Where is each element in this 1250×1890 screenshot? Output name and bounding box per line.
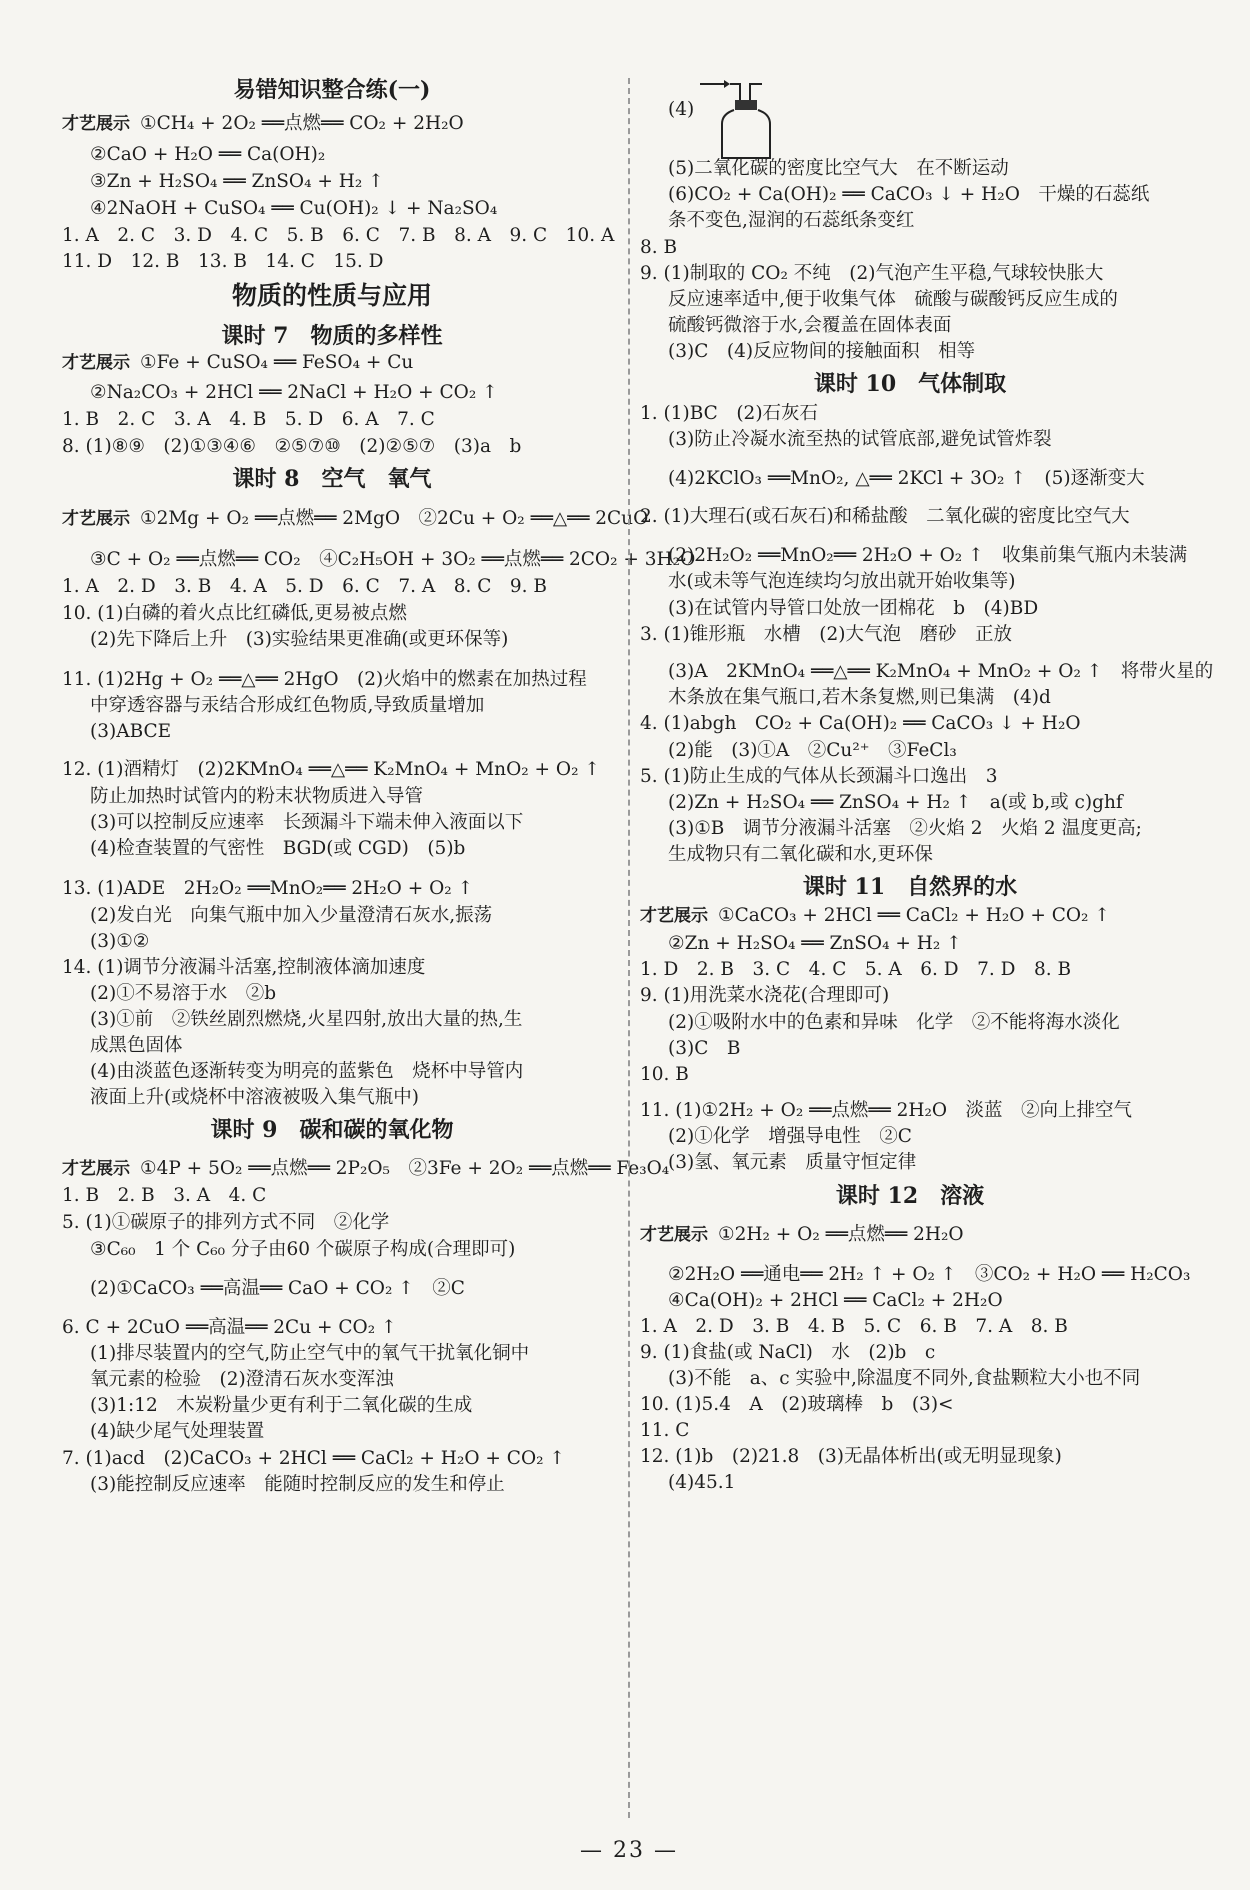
answer-text: 成黑色固体 [90, 1035, 183, 1056]
answer-line [668, 314, 1248, 338]
answer-text: 反应速率适中,便于收集气体 硫酸与碳酸钙反应生成的 [668, 289, 1118, 310]
answer-line [640, 1063, 1220, 1087]
answer-line [62, 112, 642, 136]
answer-text: 课时 11 自然界的水 [802, 874, 1018, 900]
answer-line [90, 1277, 670, 1301]
answer-line [668, 183, 1248, 207]
answer-text: 7. (1)acd (2)CaCO₃ + 2HCl ══ CaCl₂ + H₂O + CO₂ ↑ [62, 1448, 565, 1469]
section-heading [640, 1182, 1180, 1210]
page-number: — 23 — [580, 1838, 678, 1863]
answer-text: 11. D 12. B 13. B 14. C 15. D [62, 251, 384, 272]
answer-text: (2)①吸附水中的色素和异味 化学 ②不能将海水淡化 [668, 1012, 1120, 1033]
answer-line [62, 1447, 642, 1471]
answer-text: 液面上升(或烧杯中溶液被吸入集气瓶中) [90, 1087, 419, 1108]
answer-line [668, 340, 1248, 364]
answer-line [640, 765, 1220, 789]
answer-text: 8. B [640, 237, 678, 258]
answer-text: 硫酸钙微溶于水,会覆盖在固体表面 [668, 315, 952, 336]
answer-line [90, 381, 670, 405]
answer-text: 1. A 2. D 3. B 4. B 5. C 6. B 7. A 8. B [640, 1316, 1068, 1337]
answer-line [668, 209, 1248, 233]
answer-text: 中穿透容器与汞结合形成红色物质,导致质量增加 [90, 695, 485, 716]
answer-line [668, 570, 1248, 594]
answer-line [90, 170, 670, 194]
answer-text: 课时 12 溶液 [835, 1183, 985, 1209]
answer-line [90, 694, 670, 718]
section-heading [62, 1116, 602, 1144]
answer-text: 6. C + 2CuO ══高温══ 2Cu + CO₂ ↑ [62, 1317, 397, 1338]
column-divider [628, 78, 630, 1818]
answer-line [640, 1419, 1220, 1443]
answer-line [90, 1034, 670, 1058]
answer-text: 4. (1)abgh CO₂ + Ca(OH)₂ ══ CaCO₃ ↓ + H₂O [640, 713, 1081, 734]
answer-line [668, 843, 1248, 867]
answer-text: 课时 9 碳和碳的氧化物 [210, 1117, 454, 1143]
answer-text: ①CH₄ + 2O₂ ══点燃══ CO₂ + 2H₂O [140, 113, 464, 134]
section-tag: 才艺展示 [640, 1225, 708, 1245]
answer-line [90, 628, 670, 652]
answer-line [640, 236, 1220, 260]
answer-line [668, 1263, 1248, 1287]
answer-text: ①2H₂ + O₂ ══点燃══ 2H₂O [718, 1224, 964, 1245]
answer-text: 1. A 2. D 3. B 4. A 5. D 6. C 7. A 8. C 9. B [62, 576, 548, 597]
answer-line [668, 1125, 1248, 1149]
answer-line [640, 1315, 1220, 1339]
section-tag: 才艺展示 [62, 509, 130, 529]
section-tag: 才艺展示 [62, 114, 130, 134]
answer-text: 氧元素的检验 (2)澄清石灰水变浑浊 [90, 1369, 394, 1390]
answer-text: 11. C [640, 1420, 690, 1441]
answer-line [90, 1394, 670, 1418]
answer-text: (4)缺少尾气处理装置 [90, 1421, 265, 1442]
answer-line [668, 660, 1248, 684]
answer-line [90, 811, 670, 835]
answer-text: (6)CO₂ + Ca(OH)₂ ══ CaCO₃ ↓ + H₂O 干燥的石蕊纸 [668, 184, 1150, 205]
answer-text: 10. B [640, 1064, 689, 1085]
answer-text: 课时 10 气体制取 [813, 371, 1007, 397]
answer-text: (2)Zn + H₂SO₄ ══ ZnSO₄ + H₂ ↑ a(或 b,或 c)ghf [668, 792, 1123, 813]
answer-text: (3)不能 a、c 实验中,除温度不同外,食盐颗粒大小也不同 [668, 1368, 1141, 1389]
answer-text: (4)2KClO₃ ══MnO₂, △══ 2KCl + 3O₂ ↑ (5)逐渐变大 [668, 468, 1145, 489]
section-heading [640, 370, 1180, 398]
answer-text: (3)①前 ②铁丝剧烈燃烧,火星四射,放出大量的热,生 [90, 1009, 523, 1030]
answer-line [668, 817, 1248, 841]
answer-line [640, 1099, 1220, 1123]
answer-line [62, 1211, 642, 1235]
answer-text: (3)氢、氧元素 质量守恒定律 [668, 1152, 917, 1173]
answer-text: (1)排尽装置内的空气,防止空气中的氧气干扰氧化铜中 [90, 1343, 530, 1364]
answer-text: 10. (1)白磷的着火点比红磷低,更易被点燃 [62, 603, 407, 624]
answer-line [90, 1238, 670, 1262]
answer-text: 条不变色,湿润的石蕊纸条变红 [668, 210, 915, 231]
section-tag: 才艺展示 [640, 906, 708, 926]
answer-line [62, 224, 642, 248]
answer-line [668, 1471, 1248, 1495]
answer-text: (2)①CaCO₃ ══高温══ CaO + CO₂ ↑ ②C [90, 1278, 465, 1299]
answer-text: (3)可以控制反应速率 长颈漏斗下端未伸入液面以下 [90, 812, 524, 833]
answer-line [90, 197, 670, 221]
answer-text: ①2Mg + O₂ ══点燃══ 2MgO ②2Cu + O₂ ══△══ 2CuO [140, 508, 649, 529]
answer-text: 课时 8 空气 氧气 [232, 466, 432, 492]
answer-text: 5. (1)防止生成的气体从长颈漏斗口逸出 3 [640, 766, 998, 787]
answer-text: 9. (1)食盐(或 NaCl) 水 (2)b c [640, 1342, 936, 1363]
answer-line [62, 602, 642, 626]
answer-text: 1. B 2. B 3. A 4. C [62, 1185, 267, 1206]
answer-line [62, 758, 642, 782]
answer-line [90, 1086, 670, 1110]
answer-text: ①Fe + CuSO₄ ══ FeSO₄ + Cu [140, 352, 414, 373]
answer-text: ②CaO + H₂O ══ Ca(OH)₂ [90, 144, 326, 165]
answer-text: (3)防止冷凝水流至热的试管底部,避免试管炸裂 [668, 429, 1052, 450]
answer-text: (3)能控制反应速率 能随时控制反应的发生和停止 [90, 1474, 505, 1495]
answer-line [668, 932, 1248, 956]
answer-line [62, 1184, 642, 1208]
answer-text: 1. (1)BC (2)石灰石 [640, 403, 819, 424]
answer-line [90, 982, 670, 1006]
answer-text: (3)1:12 木炭粉量少更有利于二氧化碳的生成 [90, 1395, 473, 1416]
answer-text: 10. (1)5.4 A (2)玻璃棒 b (3)< [640, 1394, 954, 1415]
answer-line [62, 408, 642, 432]
answer-text: 1. B 2. C 3. A 4. B 5. D 6. A 7. C [62, 409, 435, 430]
answer-text: (5)二氧化碳的密度比空气大 在不断运动 [668, 158, 1009, 179]
answer-text: ①CaCO₃ + 2HCl ══ CaCl₂ + H₂O + CO₂ ↑ [718, 905, 1110, 926]
answer-text: ②Na₂CO₃ + 2HCl ══ 2NaCl + H₂O + CO₂ ↑ [90, 382, 498, 403]
answer-text: 2. (1)大理石(或石灰石)和稀盐酸 二氧化碳的密度比空气大 [640, 506, 1130, 527]
section-heading [62, 282, 602, 310]
gas-bottle-icon [700, 80, 790, 162]
section-tag: 才艺展示 [62, 353, 130, 373]
answer-text: (2)能 (3)①A ②Cu²⁺ ③FeCl₃ [668, 740, 957, 761]
answer-line [90, 548, 696, 572]
answer-text: 12. (1)酒精灯 (2)2KMnO₄ ══△══ K₂MnO₄ + MnO₂ + O₂ ↑ [62, 759, 600, 780]
answer-line [640, 262, 1220, 286]
answer-line [90, 837, 670, 861]
answer-line [668, 739, 1248, 763]
answer-text: (3)在试管内导管口处放一团棉花 b (4)BD [668, 598, 1039, 619]
answer-line [668, 1151, 1248, 1175]
answer-text: 水(或未等气泡连续均匀放出就开始收集等) [668, 571, 1016, 592]
answer-line [668, 597, 1248, 621]
answer-text: (3)①② [90, 931, 150, 952]
answer-line [668, 1011, 1248, 1035]
answer-line [668, 686, 1248, 710]
answer-line [62, 956, 642, 980]
answer-line [640, 958, 1220, 982]
answer-line [640, 1445, 1220, 1469]
answer-text: 课时 7 物质的多样性 [221, 323, 443, 349]
answer-text: ④2NaOH + CuSO₄ ══ Cu(OH)₂ ↓ + Na₂SO₄ [90, 198, 498, 219]
answer-text: 8. (1)⑧⑨ (2)①③④⑥ ②⑤⑦⑩ (2)②⑤⑦ (3)a b [62, 436, 522, 457]
answer-text: 3. (1)锥形瓶 水槽 (2)大气泡 磨砂 正放 [640, 624, 1012, 645]
answer-text: (2)①化学 增强导电性 ②C [668, 1126, 912, 1147]
answer-text: 1. D 2. B 3. C 4. C 5. A 6. D 7. D 8. B [640, 959, 1072, 980]
answer-line [640, 1223, 1220, 1247]
answer-text: 11. (1)2Hg + O₂ ══△══ 2HgO (2)火焰中的燃素在加热过程 [62, 669, 587, 690]
answer-line [640, 712, 1220, 736]
answer-line [640, 623, 1220, 647]
answer-line [62, 668, 642, 692]
answer-line [90, 1368, 670, 1392]
section-tag: 才艺展示 [62, 1159, 130, 1179]
answer-text: (4)检查装置的气密性 BGD(或 CGD) (5)b [90, 838, 466, 859]
section-heading [62, 76, 602, 104]
answer-text: 防止加热时试管内的粉末状物质进入导管 [90, 786, 424, 807]
answer-text: ②2H₂O ══通电══ 2H₂ ↑ + O₂ ↑ ③CO₂ + H₂O ══ H₂CO₃ [668, 1264, 1191, 1285]
answer-text: 5. (1)①碳原子的排列方式不同 ②化学 [62, 1212, 390, 1233]
answer-text: ③C₆₀ 1 个 C₆₀ 分子由60 个碳原子构成(合理即可) [90, 1239, 516, 1260]
answer-text: ④Ca(OH)₂ + 2HCl ══ CaCl₂ + 2H₂O [668, 1290, 1003, 1311]
answer-line [62, 1157, 670, 1181]
answer-text: (2)先下降后上升 (3)实验结果更准确(或更环保等) [90, 629, 509, 650]
answer-text: 物质的性质与应用 [231, 281, 432, 310]
answer-text: 1. A 2. C 3. D 4. C 5. B 6. C 7. B 8. A 9. C 10. A [62, 225, 615, 246]
answer-text: (2)2H₂O₂ ══MnO₂══ 2H₂O + O₂ ↑ 收集前集气瓶内未装满 [668, 545, 1188, 566]
answer-text: (3)A 2KMnO₄ ══△══ K₂MnO₄ + MnO₂ + O₂ ↑ 将带火星的 [668, 661, 1214, 682]
answer-text: ①4P + 5O₂ ══点燃══ 2P₂O₅ ②3Fe + 2O₂ ══点燃══ Fe₃O₄ [140, 1158, 670, 1179]
answer-line [640, 984, 1220, 1008]
answer-line [668, 1289, 1248, 1313]
section-heading [640, 873, 1180, 901]
answer-line [90, 720, 670, 744]
answer-text: (3)①B 调节分液漏斗活塞 ②火焰 2 火焰 2 温度更高; [668, 818, 1142, 839]
answer-line [668, 1037, 1248, 1061]
answer-line [640, 1341, 1220, 1365]
answer-line [90, 1060, 670, 1084]
answer-text: (4) [668, 99, 695, 120]
answer-line [62, 877, 642, 901]
answer-line [90, 1342, 670, 1366]
answer-line [90, 143, 670, 167]
answer-text: (4)45.1 [668, 1472, 736, 1493]
answer-text: 9. (1)制取的 CO₂ 不纯 (2)气泡产生平稳,气球较快胀大 [640, 263, 1104, 284]
answer-line [640, 904, 1220, 928]
answer-text: 11. (1)①2H₂ + O₂ ══点燃══ 2H₂O 淡蓝 ②向上排空气 [640, 1100, 1133, 1121]
section-heading [62, 322, 602, 350]
answer-line [668, 791, 1248, 815]
answer-text: (3)C B [668, 1038, 741, 1059]
answer-text: 木条放在集气瓶口,若木条复燃,则已集满 (4)d [668, 687, 1051, 708]
answer-line [668, 1367, 1248, 1391]
answer-line [640, 1393, 1220, 1417]
answer-text: 9. (1)用洗菜水浇花(合理即可) [640, 985, 890, 1006]
answer-line [62, 250, 642, 274]
answer-text: ②Zn + H₂SO₄ ══ ZnSO₄ + H₂ ↑ [668, 933, 962, 954]
answer-line [90, 904, 670, 928]
answer-line [90, 785, 670, 809]
answer-text: ③C + O₂ ══点燃══ CO₂ ④C₂H₅OH + 3O₂ ══点燃══ 2CO₂ + 3H₂O [90, 549, 696, 570]
answer-text: 14. (1)调节分液漏斗活塞,控制液体滴加速度 [62, 957, 426, 978]
answer-line [62, 1316, 642, 1340]
section-heading [62, 465, 602, 493]
answer-line [62, 507, 649, 531]
answer-text: 13. (1)ADE 2H₂O₂ ══MnO₂══ 2H₂O + O₂ ↑ [62, 878, 474, 899]
answer-line [640, 505, 1220, 529]
answer-text: ③Zn + H₂SO₄ ══ ZnSO₄ + H₂ ↑ [90, 171, 384, 192]
answer-line [90, 1473, 670, 1497]
answer-text: (4)由淡蓝色逐渐转变为明亮的蓝紫色 烧杯中导管内 [90, 1061, 524, 1082]
answer-text: 12. (1)b (2)21.8 (3)无晶体析出(或无明显现象) [640, 1446, 1062, 1467]
answer-line [90, 1008, 670, 1032]
answer-line [668, 428, 1248, 452]
answer-text: (3)C (4)反应物间的接触面积 相等 [668, 341, 976, 362]
answer-text: (2)发白光 向集气瓶中加入少量澄清石灰水,振荡 [90, 905, 493, 926]
answer-line [640, 402, 1220, 426]
answer-line [668, 544, 1248, 568]
answer-text: 生成物只有二氧化碳和水,更环保 [668, 844, 933, 865]
answer-text: (2)①不易溶于水 ②b [90, 983, 277, 1004]
answer-line [90, 930, 670, 954]
answer-text: 易错知识整合练(一) [233, 77, 431, 103]
answer-line [62, 435, 642, 459]
answer-line [668, 467, 1248, 491]
answer-line [62, 575, 642, 599]
answer-line [90, 1420, 670, 1444]
answer-text: (3)ABCE [90, 721, 172, 742]
answer-line [62, 351, 642, 375]
answer-line [668, 288, 1248, 312]
